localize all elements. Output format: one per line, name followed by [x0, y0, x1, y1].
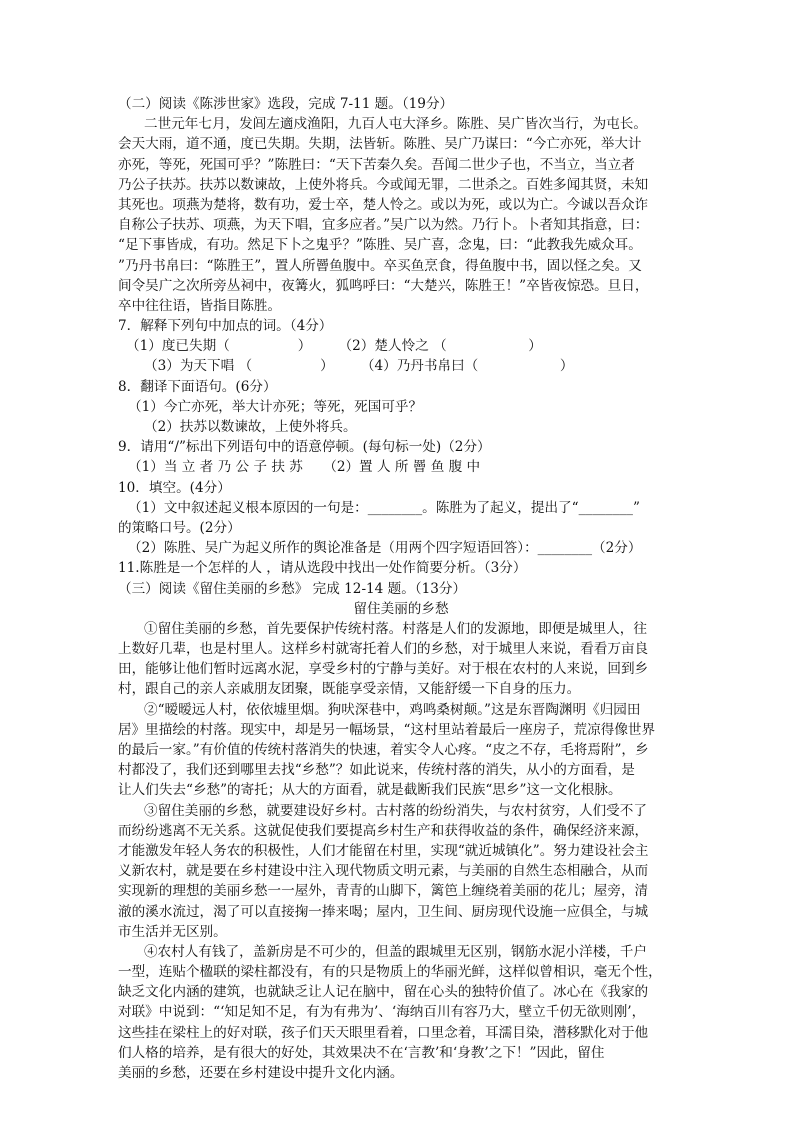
page-content	[118, 94, 684, 1083]
question-7-stem: 7．解释下列句中加点的词。（4分）	[118, 318, 333, 335]
question-7-row-1: （1）度已失期（ ） （2）楚人怜之 （ ）	[126, 338, 542, 355]
essay-line: ②“暧暧远人村，依依墟里烟。狗吠深巷中，鸡鸣桑树颠。”这是东晋陶渊明《归园田	[144, 701, 641, 718]
essay-paragraph-3	[118, 801, 684, 942]
essay-line: 让人们失去“乡愁”的寄托；从大的方面看，就是截断我们民族“思乡”这一文化根脉。	[118, 782, 622, 799]
essay-line: ①留住美丽的乡愁，首先要保护传统村落。村落是人们的发源地，即便是城里人，往	[144, 620, 647, 637]
essay-line: 而纷纷逃离不无关系。这就促使我们要提高乡村生产和获得收益的条件，确保经济来源，	[118, 822, 649, 839]
essay-line: 田，能够让他们暂时远离水泥，享受乡村的宁静与美好。对于根在农村的人来说，回到乡	[118, 661, 649, 678]
question-10-stem: 10．填空。(4分）	[118, 479, 231, 496]
passage-line: “足下事皆成，有功。然足下卜之鬼乎？”陈胜、吴广喜，念鬼，曰：“此教我先威众耳。	[118, 237, 642, 254]
essay-title: 留住美丽的乡愁	[353, 600, 449, 617]
essay-line: 澈的溪水流过，渴了可以直接掬一捧来喝；屋内，卫生间、厨房现代设施一应俱全，与城	[118, 903, 649, 920]
passage-line: ”乃丹书帛曰：“陈胜王”，置人所罾鱼腹中。卒买鱼烹食，得鱼腹中书，固以怪之矣。又	[118, 257, 642, 274]
passage-chenshe	[118, 114, 684, 316]
essay-line: 们人格的培养，是有很大的好处，其效果决不在‘言教’和‘身教’之下！”因此，留住	[118, 1044, 605, 1061]
passage-line: 间令吴广之次所旁丛祠中，夜篝火，狐鸣呼曰：“大楚兴，陈胜王！”卒皆夜惊恐。旦日，	[118, 277, 649, 294]
essay-line: 才能激发年轻人务农的积极性，人们才能留在村里，实现“就近城镇化”。努力建设社会主	[118, 842, 649, 859]
essay-line: 上数好几辈，也是村里人。这样乡村就寄托着人们的乡愁，对于城里人来说，看看万亩良	[118, 641, 649, 658]
question-7-row-2: （3）为天下唱 （ ） （4）乃丹书帛曰（ ）	[144, 358, 574, 375]
essay-line: 村都没了，我们还到哪里去找“乡愁”？如此说来，传统村落的消失，从小的方面看，是	[118, 762, 635, 779]
passage-line: 乃公子扶苏。扶苏以数谏故，上使外将兵。今或闻无罪，二世杀之。百姓多闻其贤，未知	[118, 176, 649, 193]
section-3-header: （三）阅读《留住美丽的乡愁》 完成 12-14 题。（13分）	[118, 580, 467, 597]
essay-line: 对联》中说到：“‘知足知不足，有为有弗为’、‘海纳百川有容乃大，壁立千仞无欲则刚’，	[118, 1004, 646, 1021]
essay-line: ③留住美丽的乡愁，就要建设好乡村。古村落的纷纷消失，与农村贫穷，人们受不了	[144, 802, 647, 819]
essay-line: 实现新的理想的美丽乡愁一一屋外，青青的山脚下，篱笆上缠绕着美丽的花儿；屋旁，清	[118, 883, 649, 900]
section-2-header: （二）阅读《陈涉世家》选段，完成 7-11 题。（19分）	[118, 96, 454, 112]
essay-line: 市生活并无区别。	[118, 923, 227, 940]
passage-line: 亦死，等死，死国可乎？”陈胜曰：“天下苦秦久矣。吾闻二世少子也，不当立，当立者	[118, 156, 635, 173]
passage-line: 自称公子扶苏、项燕，为天下唱，宜多应者。”吴广以为然。乃行卜。卜者知其指意，曰：	[118, 217, 649, 234]
question-8-sentence-2: （2）扶苏以数谏故，上使外将兵。	[144, 419, 357, 435]
essay-line: 的最后一家。”有价值的传统村落消失的快速，着实令人心疼。“皮之不存，毛将焉附”，乡	[118, 742, 649, 758]
essay-paragraph-2	[118, 700, 684, 801]
essay-line: 居》里描绘的村落。现实中，却是另一幅场景，“这村里站着最后一座房子，荒凉得像世界	[118, 721, 656, 738]
passage-line: 其死也。项燕为楚将，数有功，爱士卒，楚人怜之。或以为死，或以为亡。今诚以吾众诈	[118, 196, 649, 213]
question-10-line-3: （2）陈胜、吴广为起义所作的舆论准备是（用两个四字短语回答）：________（2分）	[128, 540, 642, 557]
question-8-sentence-1: （1）今亡亦死，举大计亦死；等死，死国可乎？	[128, 398, 423, 415]
question-11: 11.陈胜是一个怎样的人 ，请从选段中找出一处作简要分析。（3分）	[118, 560, 527, 577]
essay-line: 缺乏文化内涵的建筑，也就缺乏让人记在脑中，留在心头的独特价值了。冰心在《我家的	[118, 984, 649, 1001]
question-10-line-1: （1）文中叙述起义根本原因的一句是：________。陈胜为了起义，提出了“________”	[128, 499, 640, 516]
question-8-stem: 8．翻译下面语句。(6分）	[118, 378, 277, 395]
question-9-items: （1）当 立 者 乃 公 子 扶 苏 （2）置 人 所 罾 鱼 腹 中	[128, 459, 481, 476]
essay-line: ④农村人有钱了，盖新房是不可少的，但盖的跟城里无区别，钢筋水泥小洋楼，千户	[144, 943, 647, 960]
question-10-line-2: 的策略口号。(2分）	[118, 519, 241, 536]
essay-line: 美丽的乡愁，还要在乡村建设中提升文化内涵。	[118, 1065, 404, 1081]
passage-line: 二世元年七月，发闾左適戍渔阳，九百人屯大泽乡。陈胜、吴广皆次当行，为屯长。	[144, 116, 647, 133]
essay-paragraph-1	[118, 619, 684, 700]
question-9-stem: 9．请用“/”标出下列语句中的语意停顿。(每句标一处)（2分）	[118, 439, 491, 456]
essay-line: 这些挂在梁柱上的好对联，孩子们天天眼里看着，口里念着，耳濡目染，潜移默化对于他	[118, 1024, 649, 1041]
essay-line: 义新农村，就是要在乡村建设中注入现代物质文明元素，与美丽的自然生态相融合，从而	[118, 863, 649, 880]
essay-line: 一型，连贴个楹联的梁柱都没有，有的只是物质上的华丽光鲜，这样似曾相识，毫无个性，	[118, 964, 662, 981]
essay-paragraph-4	[118, 942, 684, 1083]
passage-line: 卒中往往语，皆指目陈胜。	[118, 297, 282, 314]
passage-line: 会天大雨，道不通，度已失期。失期，法皆斩。陈胜、吴广乃谋曰：“今亡亦死，举大计	[118, 136, 642, 153]
essay-line: 村，跟自己的亲人亲戚朋友团聚，既能享受亲情，又能舒缓一下自身的压力。	[118, 681, 581, 698]
